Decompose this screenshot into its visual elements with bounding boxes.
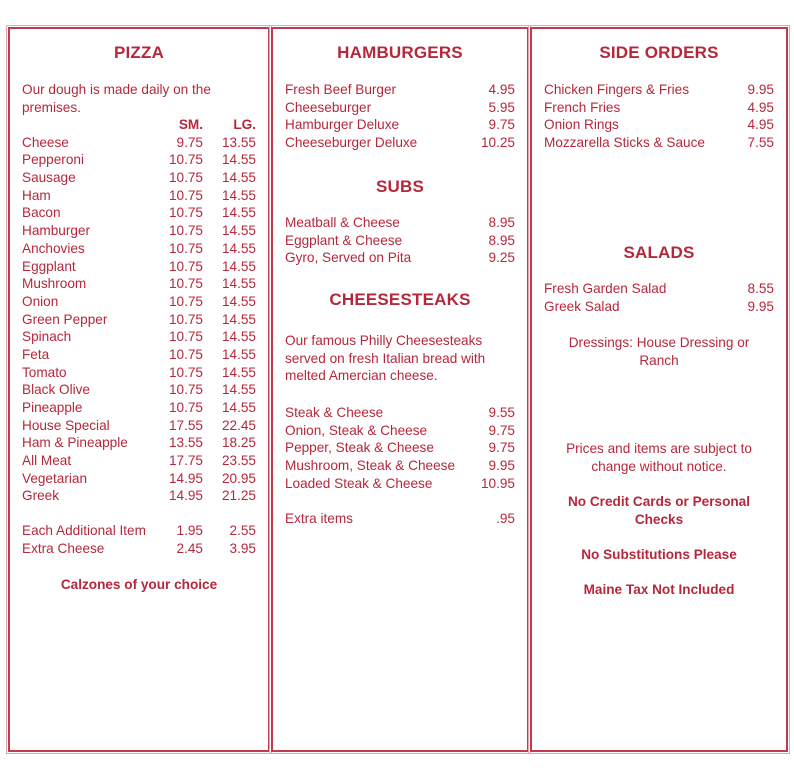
price-small: 10.75 [168,170,203,186]
menu-item [22,364,256,382]
menu-item [285,439,515,457]
tax-notice: Maine Tax Not Included [583,582,735,597]
item-price: 4.95 [747,99,774,115]
price-small: 1.95 [176,523,203,538]
item-price: 9.95 [488,458,515,474]
menu-item [22,417,256,435]
price-small: 17.55 [168,417,203,433]
hamburgers-subs-cheesesteaks-column [271,27,529,752]
price-small: 10.75 [168,400,203,415]
menu-item [22,222,256,240]
price-small: 10.75 [168,240,203,256]
price-large: 14.55 [221,258,256,274]
item-name: Tomato [22,364,67,380]
menu-item [285,116,515,134]
item-name: Meatball & Cheese [285,215,400,230]
price-large: 14.55 [221,187,256,203]
subs-title: SUBS [375,177,425,196]
item-price: 4.95 [747,117,774,133]
menu-item [285,134,515,152]
menu-item [285,457,515,475]
price-large: 2.55 [229,523,256,538]
menu-item [544,298,774,316]
item-name: Loaded Steak & Cheese [285,475,433,491]
item-price: 10.95 [480,475,515,491]
cheesesteaks-list [285,404,515,492]
price-large: 14.55 [221,223,256,239]
price-large: 21.25 [221,488,256,504]
price-small: 10.75 [168,276,203,292]
price-large: 14.55 [221,152,256,168]
menu-item [22,540,256,558]
item-name: Feta [22,346,50,362]
item-price: 8.55 [747,281,774,296]
menu-item [22,187,256,205]
item-name: Onion, Steak & Cheese [285,422,428,438]
menu-item [22,293,256,311]
side-orders-list [544,81,774,152]
menu-item [22,487,256,505]
menu-item [285,510,515,528]
pizza-title: PIZZA [113,43,165,62]
menu-item [285,404,515,422]
salads-title: SALADS [623,243,695,262]
price-small: 10.75 [168,223,203,239]
price-small: 10.75 [168,205,203,221]
price-small: 2.45 [176,540,203,556]
item-name: Eggplant & Cheese [285,232,403,248]
menu-item [22,346,256,364]
item-name: Onion Rings [544,117,619,133]
price-large: 18.25 [221,435,256,451]
pizza-intro: Our dough is made daily on the premises. [22,82,211,115]
item-name: Fresh Beef Burger [285,82,397,97]
hamburgers-title: HAMBURGERS [337,43,463,62]
item-name: Cheeseburger [285,99,372,115]
menu-item [22,381,256,399]
price-small: 10.75 [168,329,203,345]
menu-item [22,328,256,346]
menu-item [22,240,256,258]
price-large: 14.55 [221,329,256,345]
pizza-extras [22,522,256,557]
menu-item [285,99,515,117]
item-name: Hamburger [22,223,90,239]
cheesesteaks-extra [285,510,515,528]
item-price: 9.75 [488,440,515,456]
menu-item [22,399,256,417]
size-small-label: SM. [178,117,203,132]
subs-list [285,214,515,267]
price-small: 14.95 [168,470,203,486]
menu-item [22,311,256,329]
item-name: Hamburger Deluxe [285,117,400,133]
price-large: 22.45 [221,417,256,433]
item-name: Pepper, Steak & Cheese [285,440,434,456]
menu-item [544,81,774,99]
price-small: 14.95 [168,488,203,504]
price-small: 9.75 [176,134,203,150]
price-large: 20.95 [221,470,256,486]
item-name: House Special [22,417,110,433]
price-large: 14.55 [221,346,256,362]
size-large-label: LG. [233,117,256,132]
price-large: 14.55 [221,205,256,221]
item-price: 9.55 [488,405,515,420]
pizza-list [22,116,256,505]
price-small: 10.75 [168,364,203,380]
menu-item [22,434,256,452]
item-price: 5.95 [488,99,515,115]
price-small: 10.75 [168,152,203,168]
item-name: Greek Salad [544,298,620,314]
item-name: Chicken Fingers & Fries [544,82,690,97]
menu-item [22,258,256,276]
menu-item [22,470,256,488]
menu-item [285,232,515,250]
price-small: 17.75 [168,453,203,469]
price-small: 10.75 [168,382,203,398]
item-price: 8.95 [488,215,515,230]
side-orders-salads-column [530,27,788,752]
cheesesteaks-intro: Our famous Philly Cheesesteaks served on fresh Italian bread with melted Amercian cheese. [285,333,486,384]
no-credit-notice: No Credit Cards or Personal Checks [567,494,751,527]
item-name: Cheeseburger Deluxe [285,135,418,151]
price-large: 14.55 [221,364,256,380]
pizza-size-header [22,116,256,134]
item-price: 9.25 [488,250,515,266]
item-name: Sausage [22,170,76,186]
side-orders-title: SIDE ORDERS [599,43,719,62]
item-name: Vegetarian [22,470,88,486]
price-large: 14.55 [221,311,256,327]
no-substitutions-notice: No Substitutions Please [581,547,737,562]
item-name: French Fries [544,99,621,115]
item-name: Onion [22,293,59,309]
item-name: Fresh Garden Salad [544,281,667,296]
item-name: Mushroom, Steak & Cheese [285,458,456,474]
price-large: 14.55 [221,170,256,186]
pizza-column [8,27,270,752]
price-large: 23.55 [221,453,256,469]
item-price: 9.95 [747,82,774,97]
menu-item [285,249,515,267]
menu-item [285,475,515,493]
price-large: 14.55 [221,240,256,256]
price-small: 10.75 [168,293,203,309]
menu-item [544,99,774,117]
item-name: Black Olive [22,382,90,398]
item-name: Each Additional Item [22,523,146,538]
item-name: Pepperoni [22,152,84,168]
item-name: Extra items [285,511,353,526]
menu-item [285,214,515,232]
menu-item [22,204,256,222]
hamburgers-list [285,81,515,152]
calzones-note: Calzones of your choice [60,577,218,592]
menu-item [22,522,256,540]
price-large: 14.55 [221,400,256,415]
price-small: 13.55 [168,435,203,451]
price-large: 14.55 [221,276,256,292]
item-price: 10.25 [480,135,515,151]
item-name: Ham & Pineapple [22,435,128,451]
prices-notice: Prices and items are subject to change without notice. [566,441,752,474]
item-name: Eggplant [22,258,76,274]
item-name: Pineapple [22,400,83,415]
dressings-note: Dressings: House Dressing or Ranch [568,335,750,368]
item-price: 4.95 [488,82,515,97]
item-price: 8.95 [488,232,515,248]
menu-item [544,280,774,298]
menu-item [22,134,256,152]
menu-item [285,422,515,440]
menu-item [22,151,256,169]
menu-item [544,116,774,134]
salads-list [544,280,774,315]
item-price: 9.95 [747,298,774,314]
item-name: Spinach [22,329,72,345]
menu-item [285,81,515,99]
item-name: Ham [22,187,51,203]
item-price: 7.55 [747,135,774,151]
item-price: 9.75 [488,422,515,438]
item-name: Mozzarella Sticks & Sauce [544,135,705,151]
item-name: All Meat [22,453,72,469]
item-name: Cheese [22,134,69,150]
item-name: Mushroom [22,276,87,292]
item-name: Bacon [22,205,61,221]
price-large: 14.55 [221,293,256,309]
price-small: 10.75 [168,311,203,327]
menu-item [544,134,774,152]
cheesesteaks-title: CHEESESTEAKS [329,290,471,309]
item-name: Extra Cheese [22,540,105,556]
price-large: 13.55 [221,134,256,150]
price-small: 10.75 [168,258,203,274]
menu-item [22,169,256,187]
menu-item [22,275,256,293]
item-price: 9.75 [488,117,515,133]
price-small: 10.75 [168,187,203,203]
price-small: 10.75 [168,346,203,362]
price-large: 3.95 [229,540,256,556]
item-name: Gyro, Served on Pita [285,250,412,266]
menu [8,27,788,752]
item-name: Steak & Cheese [285,405,384,420]
item-name: Anchovies [22,240,85,256]
item-price: .95 [496,511,515,526]
item-name: Green Pepper [22,311,108,327]
price-large: 14.55 [221,382,256,398]
item-name: Greek [22,488,60,504]
menu-item [22,452,256,470]
